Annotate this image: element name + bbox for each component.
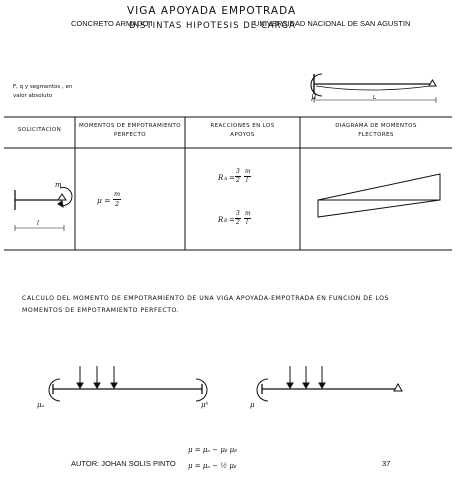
header-diagrama-1: DIAGRAMA DE MOMENTOS [335,123,417,129]
header-solicitacion: SOLICITACION [17,127,62,133]
equation-2: μ = μₐ − ½ μᵦ [188,462,237,470]
page-subtitle: DISTINTAS HIPOTESIS DE CARGA [129,21,296,31]
header-momentos-1: MOMENTOS DE EMPOTRAMIENTO [78,123,182,129]
rb-coef-den: 2 [236,219,240,226]
ra-coef-den: 2 [236,177,240,184]
left-moment-a-label: μₐ [37,401,45,409]
university-name: UNIVERSIDAD NACIONAL DE SAN AGUSTIN [254,19,411,28]
header-momentos-2: PERFECTO [114,132,146,138]
load-label: m [55,181,62,189]
ra-coef-num: 3 [236,168,240,175]
ra-equals: = [229,174,235,182]
left-moment-b-label: μᵇ [201,401,209,409]
rb-den: l [246,219,248,226]
ra-label: R [218,174,224,182]
course-name: CONCRETO ARMADO I [71,19,153,28]
ra-subscript: A [224,177,228,182]
rb-label: R [218,216,224,224]
solicitation-sketch [15,187,72,231]
top-moment-label: μ [311,92,317,101]
footer-author: AUTOR: JOHAN SOLIS PINTO [71,459,176,468]
rb-equals: = [229,216,235,224]
equation-1: μ = μₐ − μᵦ μᵦ [188,446,237,454]
right-moment-label: μ [250,401,255,409]
page-title: VIGA APOYADA EMPOTRADA [127,5,297,17]
page-number: 37 [382,459,391,468]
moment-diagram [318,174,440,217]
moment-formula-lhs: μ = [97,196,111,205]
propped-cantilever-sketch [257,366,402,401]
body-line-2: MOMENTOS DE EMPOTRAMIENTO PERFECTO. [22,307,180,314]
rb-coef-num: 3 [236,210,240,217]
fixed-fixed-beam-sketch [49,366,207,401]
ra-num: m [245,168,251,175]
rb-num: m [245,210,251,217]
note-line-2: valor absoluto [13,93,53,99]
ra-den: l [246,177,248,184]
header-reacciones-1: REACCIONES EN LOS [210,123,275,129]
moment-formula-num: m [114,190,121,198]
top-length-label: L [373,95,377,101]
body-line-1: CALCULO DEL MOMENTO DE EMPOTRAMIENTO DE UNA VIGA APOYADA-EMPOTRADA EN FUNCION DE LOS [22,295,389,302]
rb-subscript: B [224,219,228,224]
header-diagrama-2: FLECTORES [358,132,394,138]
note-line-1: F, q y segmentos , en [13,84,73,90]
moment-formula-den: 2 [115,200,120,208]
header-reacciones-2: APOYOS [230,132,255,138]
span-length-label: l [37,220,39,227]
